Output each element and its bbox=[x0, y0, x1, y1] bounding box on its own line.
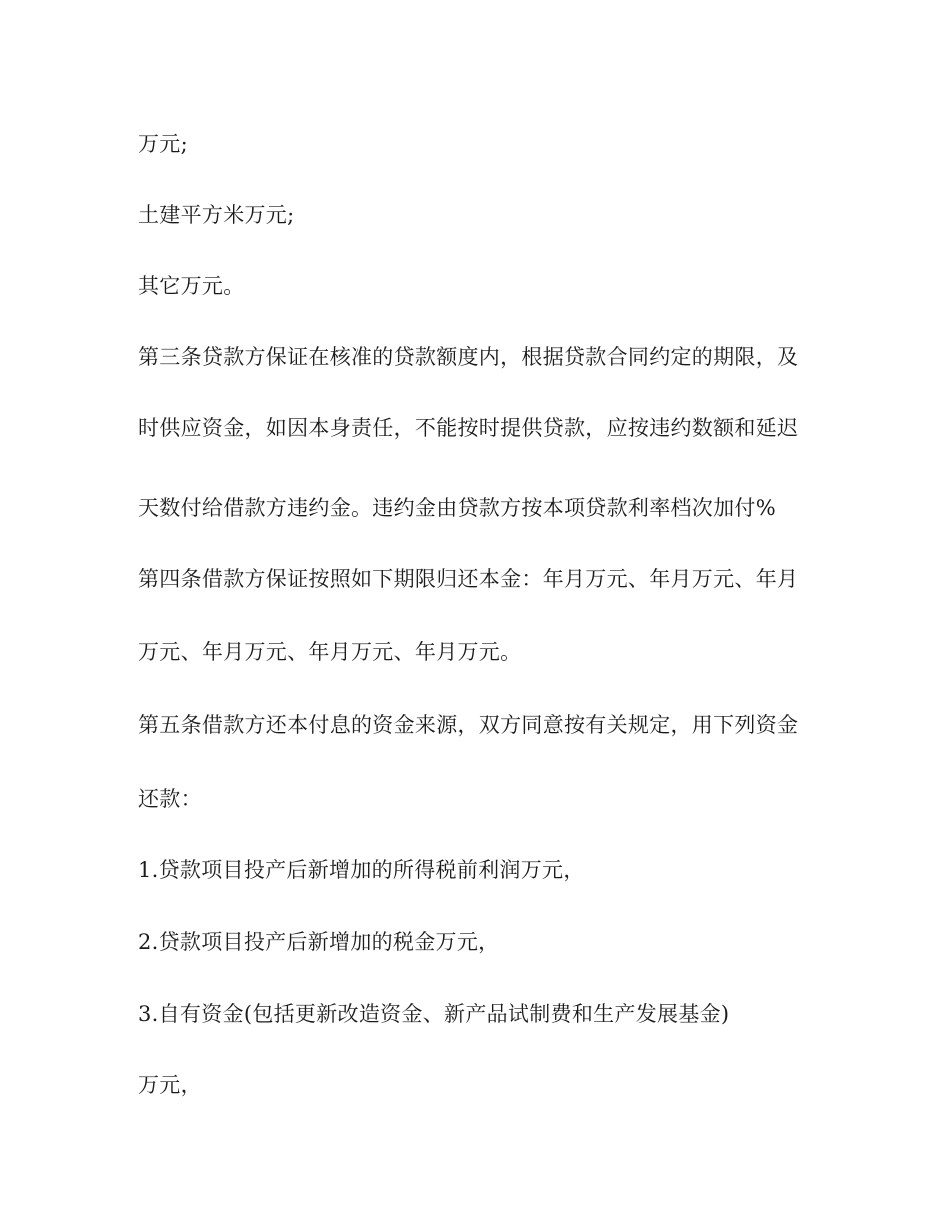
text-line-6: 天数付给借款方违约金。违约金由贷款方按本项贷款利率档次加付% bbox=[138, 496, 776, 520]
text-line-13: 3.自有资金(包括更新改造资金、新产品试制费和生产发展基金) bbox=[138, 1002, 730, 1026]
text-line-5: 时供应资金，如因本身责任，不能按时提供贷款，应按违约数额和延迟 bbox=[138, 416, 799, 440]
text-line-11: 1.贷款项目投产后新增加的所得税前利润万元， bbox=[138, 858, 585, 882]
text-line-7: 第四条借款方保证按照如下期限归还本金：年月万元、年月万元、年月 bbox=[138, 567, 799, 591]
text-line-8: 万元、年月万元、年月万元、年月万元。 bbox=[138, 640, 522, 664]
text-line-10: 还款： bbox=[138, 787, 202, 811]
text-line-1: 万元; bbox=[138, 132, 188, 156]
text-line-3: 其它万元。 bbox=[138, 274, 245, 298]
text-line-12: 2.贷款项目投产后新增加的税金万元， bbox=[138, 930, 500, 954]
text-line-4: 第三条贷款方保证在核准的贷款额度内，根据贷款合同约定的期限，及 bbox=[138, 345, 799, 369]
text-line-14: 万元， bbox=[138, 1073, 202, 1097]
text-line-9: 第五条借款方还本付息的资金来源，双方同意按有关规定，用下列资金 bbox=[138, 713, 799, 737]
text-line-2: 土建平方米万元; bbox=[138, 203, 295, 227]
